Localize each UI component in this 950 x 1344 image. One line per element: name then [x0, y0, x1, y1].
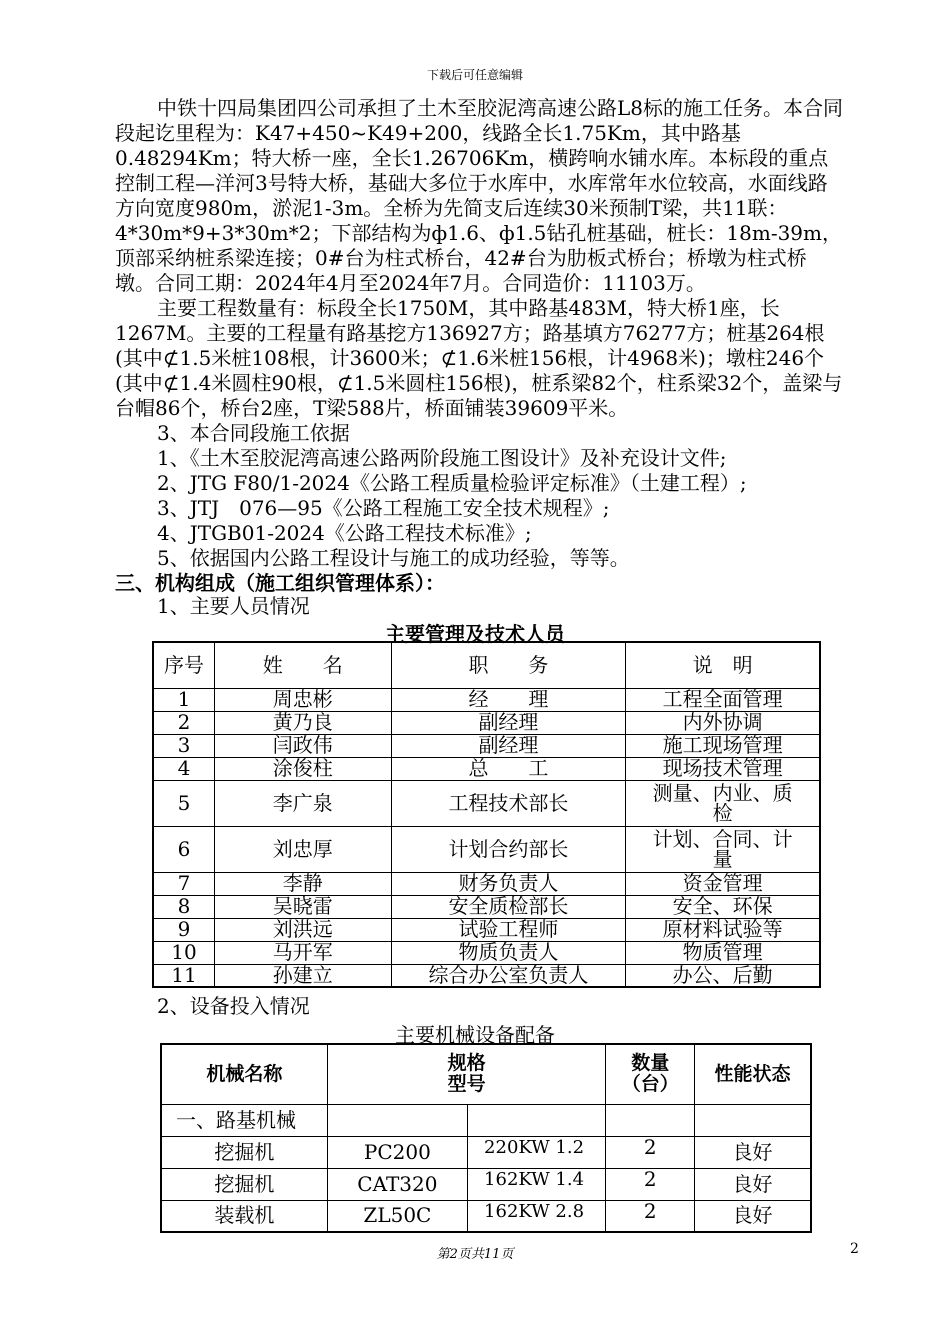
page-footer: 第2页共11页	[436, 1247, 514, 1262]
table-cell: 安全、环保	[626, 895, 820, 918]
table-cell: 黄乃良	[214, 711, 391, 734]
table-cell: 2	[153, 711, 214, 734]
intro-paragraph-1: 中铁十四局集团四公司承担了土木至胶泥湾高速公路L8标的施工任务。本合同段起讫里程为：K47+450~K49+200，线路全长1.75Km，其中路基0.48294Km；特大桥一座，全长1.26706Km，横跨响水铺水库。本标段的重点控制工程—洋河3号特大桥，基础大多位于水库中，水库常年水位较高，水面线路方向宽度980m，淤泥1-3m。全桥为先简支后连续30米预制T梁，共11联：4*30m*9+3*30m*2；下部结构为ф1.6、ф1.5钻孔桩基础，桩长：18m-39m，顶部采纳桩系梁连接；0#台为柱式桥台，42#台为肋板式桥台；桥墩为柱式桥墩。合同工期：2024年4月至2024年7月。合同造价：11103万。	[115, 96, 844, 295]
table-cell: 测量、内业、质检	[626, 780, 820, 826]
table-row	[161, 1136, 811, 1168]
table-cell: 原材料试验等	[626, 918, 820, 941]
table-cell: 周忠彬	[214, 688, 391, 711]
table-cell	[468, 1104, 606, 1136]
table-cell: 内外协调	[626, 711, 820, 734]
column-header: 职 务	[391, 642, 626, 688]
table-row	[153, 964, 820, 987]
group-row	[161, 1104, 811, 1136]
page-header: 下载后可任意编辑	[426, 68, 523, 82]
table-cell: 2	[606, 1168, 695, 1200]
table-row	[153, 918, 820, 941]
basis-item: 1、《土木至胶泥湾高速公路两阶段施工图设计》及补充设计文件;	[157, 446, 727, 470]
table-row	[153, 688, 820, 711]
table-cell	[606, 1104, 695, 1136]
column-header: 机械名称	[161, 1044, 327, 1104]
table-row	[153, 757, 820, 780]
table-cell: 8	[153, 895, 214, 918]
table-cell: 7	[153, 872, 214, 895]
basis-item: 4、JTGB01-2024《公路工程技术标准》;	[157, 521, 532, 545]
table-row	[153, 895, 820, 918]
table-cell: 挖掘机	[161, 1136, 327, 1168]
table-row	[153, 780, 820, 826]
table-cell: 刘忠厚	[214, 826, 391, 872]
table-header-row	[161, 1044, 811, 1104]
basis-item: 3、JTJ 076—95《公路工程施工安全技术规程》;	[157, 496, 610, 520]
table-cell: 副经理	[391, 711, 626, 734]
table-cell: 1	[153, 688, 214, 711]
subsection-title: 1、主要人员情况	[157, 594, 310, 618]
table-row	[153, 826, 820, 872]
table-cell: 2	[606, 1136, 695, 1168]
table-cell	[695, 1104, 811, 1136]
table-cell: 现场技术管理	[626, 757, 820, 780]
table-cell: 涂俊柱	[214, 757, 391, 780]
table-cell: 试验工程师	[391, 918, 626, 941]
table-row	[161, 1200, 811, 1232]
equipment-table	[160, 1043, 812, 1233]
table-cell: 2	[606, 1200, 695, 1232]
staff-table	[152, 641, 821, 988]
intro-text	[115, 96, 843, 421]
table-cell: 良好	[695, 1168, 811, 1200]
table-cell: 李静	[214, 872, 391, 895]
table-cell: 物质管理	[626, 941, 820, 964]
table-cell: 挖掘机	[161, 1168, 327, 1200]
basis-item: 2、JTG F80/1-2024《公路工程质量检验评定标准》（土建工程）;	[157, 471, 747, 495]
table-cell	[327, 1104, 467, 1136]
table-row	[153, 941, 820, 964]
basis-item: 5、依据国内公路工程设计与施工的成功经验，等等。	[157, 546, 630, 570]
table-cell: ZL50C	[327, 1200, 467, 1232]
table-cell: 5	[153, 780, 214, 826]
column-header: 数量 （台）	[606, 1044, 695, 1104]
table-cell: 162KW 2.8	[468, 1200, 606, 1232]
table-cell: PC200	[327, 1136, 467, 1168]
column-header: 性能状态	[695, 1044, 811, 1104]
table-cell: 良好	[695, 1136, 811, 1168]
table-cell: 李广泉	[214, 780, 391, 826]
table-row	[153, 734, 820, 757]
table-cell: 吴晓雷	[214, 895, 391, 918]
column-header: 说 明	[626, 642, 820, 688]
table-cell: 工程全面管理	[626, 688, 820, 711]
column-header: 序号	[153, 642, 214, 688]
table-cell: 孙建立	[214, 964, 391, 987]
table-cell: 工程技术部长	[391, 780, 626, 826]
table-row	[161, 1168, 811, 1200]
staff-table-caption: 主要管理及技术人员	[385, 622, 565, 646]
table-cell: 财务负责人	[391, 872, 626, 895]
page-number: 2	[850, 1241, 859, 1257]
table-cell: 6	[153, 826, 214, 872]
table-cell: 9	[153, 918, 214, 941]
table-cell: 计划合约部长	[391, 826, 626, 872]
equip-table-caption: 主要机械设备配备	[395, 1023, 555, 1047]
table-cell: 3	[153, 734, 214, 757]
table-cell: 经 理	[391, 688, 626, 711]
table-cell: 计划、合同、计量	[626, 826, 820, 872]
table-cell: CAT320	[327, 1168, 467, 1200]
table-cell: 总 工	[391, 757, 626, 780]
table-cell: 施工现场管理	[626, 734, 820, 757]
basis-heading: 3、本合同段施工依据	[157, 421, 350, 445]
table-cell: 副经理	[391, 734, 626, 757]
table-cell: 10	[153, 941, 214, 964]
table-cell: 刘洪远	[214, 918, 391, 941]
table-row	[153, 872, 820, 895]
table-cell: 马开军	[214, 941, 391, 964]
table-row	[153, 711, 820, 734]
subsection-title: 2、设备投入情况	[157, 994, 310, 1018]
table-cell: 220KW 1.2	[468, 1136, 606, 1168]
table-cell: 装载机	[161, 1200, 327, 1232]
group-label: 一、路基机械	[161, 1104, 327, 1136]
table-cell: 综合办公室负责人	[391, 964, 626, 987]
table-header-row	[153, 642, 820, 688]
table-cell: 资金管理	[626, 872, 820, 895]
table-cell: 办公、后勤	[626, 964, 820, 987]
table-cell: 4	[153, 757, 214, 780]
intro-paragraph-2: 主要工程数量有：标段全长1750M，其中路基483M，特大桥1座，长1267M。主要的工程量有路基挖方136927方；路基填方76277方；桩基264根(其中⊄1.5米桩108根，计3600米；⊄1.6米桩156根，计4968米)；墩柱246个(其中⊄1.4米圆柱90根，⊄1.5米圆柱156根)，桩系梁82个，柱系梁32个，盖梁与台帽86个，桥台2座，T梁588片，桥面铺装39609平米。	[115, 296, 843, 420]
table-cell: 闫政伟	[214, 734, 391, 757]
column-header: 姓 名	[214, 642, 391, 688]
table-cell: 物质负责人	[391, 941, 626, 964]
table-cell: 良好	[695, 1200, 811, 1232]
column-header: 规格 型号	[327, 1044, 606, 1104]
table-cell: 162KW 1.4	[468, 1168, 606, 1200]
table-cell: 11	[153, 964, 214, 987]
section-title: 三、机构组成（施工组织管理体系）：	[115, 571, 445, 595]
table-cell: 安全质检部长	[391, 895, 626, 918]
